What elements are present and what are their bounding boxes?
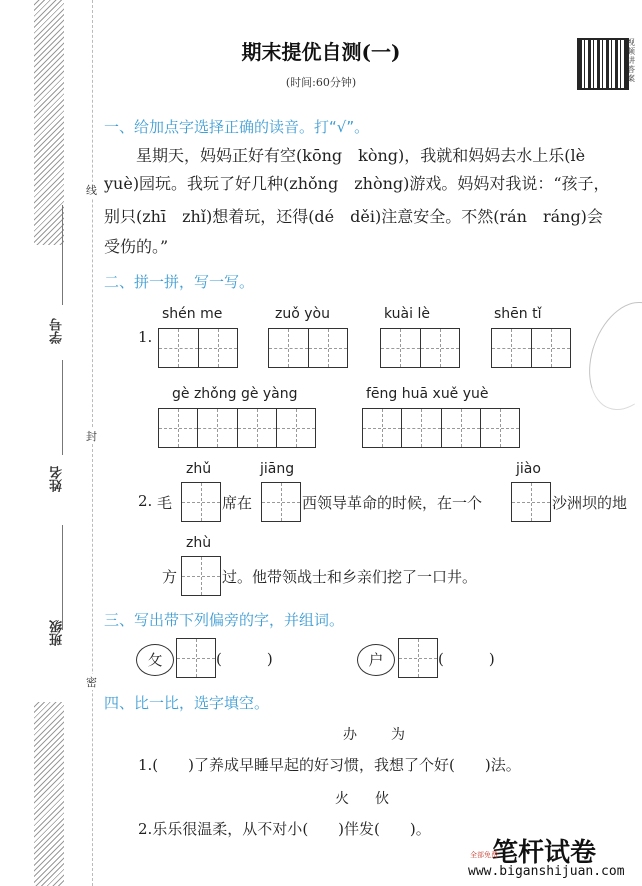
s2-text-fang: 方 xyxy=(162,568,178,586)
question-4-2: 2.乐乐很温柔，从不对小( )伴发( )。 xyxy=(138,820,431,838)
banji-line xyxy=(62,525,63,630)
banji-label: 班级 xyxy=(50,620,65,646)
writing-grid-shenme[interactable] xyxy=(158,328,238,368)
qr-code-icon xyxy=(577,38,629,90)
section1-heading: 一、给加点字选择正确的读音。打“√”。 xyxy=(104,118,370,136)
section3-heading: 三、写出带下列偏旁的字，并组词。 xyxy=(104,611,345,629)
writing-grid-gezhonggeyang[interactable] xyxy=(158,408,316,448)
pinyin-shenme: shén me xyxy=(162,306,223,322)
writing-grid-fenghuaxueyue[interactable] xyxy=(362,408,520,448)
section4-heading: 四、比一比，选字填空。 xyxy=(104,694,270,712)
writing-box-radical-pu[interactable] xyxy=(176,638,216,678)
section2-heading: 二、拼一拼，写一写。 xyxy=(104,273,255,291)
paren-blank-pu[interactable]: ( ) xyxy=(216,650,273,668)
pinyin-jiao: jiào xyxy=(516,461,541,477)
page-title: 期末提优自测(一) xyxy=(241,40,401,64)
watermark-brand: 笔杆试卷 xyxy=(492,838,597,868)
hatch-bottom xyxy=(34,702,64,886)
writing-grid-shenti[interactable] xyxy=(491,328,571,368)
xuehao-label: 学号 xyxy=(50,318,65,344)
qr-caption: 视频讲答案 xyxy=(627,38,635,83)
s2-text-mao: 毛 xyxy=(157,494,173,512)
watermark-url: www.biganshijuan.com xyxy=(468,864,625,879)
item-number-2: 2. xyxy=(138,492,153,510)
writing-grid-zuoyou[interactable] xyxy=(268,328,348,368)
s2-text-shazhou: 沙洲坝的地 xyxy=(552,494,628,512)
item-number-1: 1. xyxy=(138,328,153,346)
section1-line-1: 星期天，妈妈正好有空(kōng kòng)，我就和妈妈去水上乐(lè xyxy=(136,146,586,165)
pinyin-gezhonggeyang: gè zhǒng gè yàng xyxy=(172,386,298,402)
writing-box-zhu[interactable] xyxy=(181,482,221,522)
margin-mi: 密 xyxy=(86,676,97,689)
section1-line-2: yuè)园玩。我玩了好几种(zhǒng zhòng)游戏。妈妈对我说：“孩子， xyxy=(104,174,610,193)
writing-grid-kuaile[interactable] xyxy=(380,328,460,368)
option-huo: 火 xyxy=(335,791,349,807)
radical-circle-pu: 攵 xyxy=(136,644,174,676)
writing-box-jiao[interactable] xyxy=(511,482,551,522)
decorative-swirl xyxy=(575,291,642,421)
margin-xian: 线 xyxy=(86,184,97,197)
s2-text-guo: 过。他带领战士和乡亲们挖了一口井。 xyxy=(222,568,478,586)
pinyin-zhu: zhǔ xyxy=(186,461,212,477)
paren-blank-hu[interactable]: ( ) xyxy=(438,650,495,668)
pinyin-zhu2: zhù xyxy=(186,535,212,551)
watermark-small: 全部免费 xyxy=(470,851,498,859)
option-ban: 办 xyxy=(343,727,357,743)
writing-box-jiang[interactable] xyxy=(261,482,301,522)
writing-box-zhu2[interactable] xyxy=(181,556,221,596)
pinyin-zuoyou: zuǒ yòu xyxy=(275,306,330,322)
option-huo2: 伙 xyxy=(375,791,389,807)
pinyin-kuaile: kuài lè xyxy=(384,306,430,322)
xuehao-line xyxy=(62,205,63,305)
section1-line-4: 受伤的。” xyxy=(104,237,169,256)
xingming-line xyxy=(62,360,63,455)
xingming-label: 姓名 xyxy=(50,466,65,492)
s2-text-xiling: 西领导革命的时候，在一个 xyxy=(302,494,483,512)
pinyin-fenghuaxueyue: fēng huā xuě yuè xyxy=(366,386,489,402)
s2-text-xizai: 席在 xyxy=(222,494,253,512)
pinyin-jiang: jiāng xyxy=(260,461,295,477)
section1-line-3: 别只(zhī zhǐ)想着玩，还得(dé děi)注意安全。不然(rán ráng)会 xyxy=(104,207,603,226)
radical-circle-hu: 户 xyxy=(357,644,395,676)
writing-box-radical-hu[interactable] xyxy=(398,638,438,678)
time-note: (时间:60分钟) xyxy=(285,76,357,89)
margin-feng: 封 xyxy=(86,430,97,443)
pinyin-shenti: shēn tǐ xyxy=(494,306,542,322)
question-4-1: 1.( )了养成早睡早起的好习惯，我想了个好( )法。 xyxy=(138,756,521,774)
option-wei: 为 xyxy=(391,727,405,743)
